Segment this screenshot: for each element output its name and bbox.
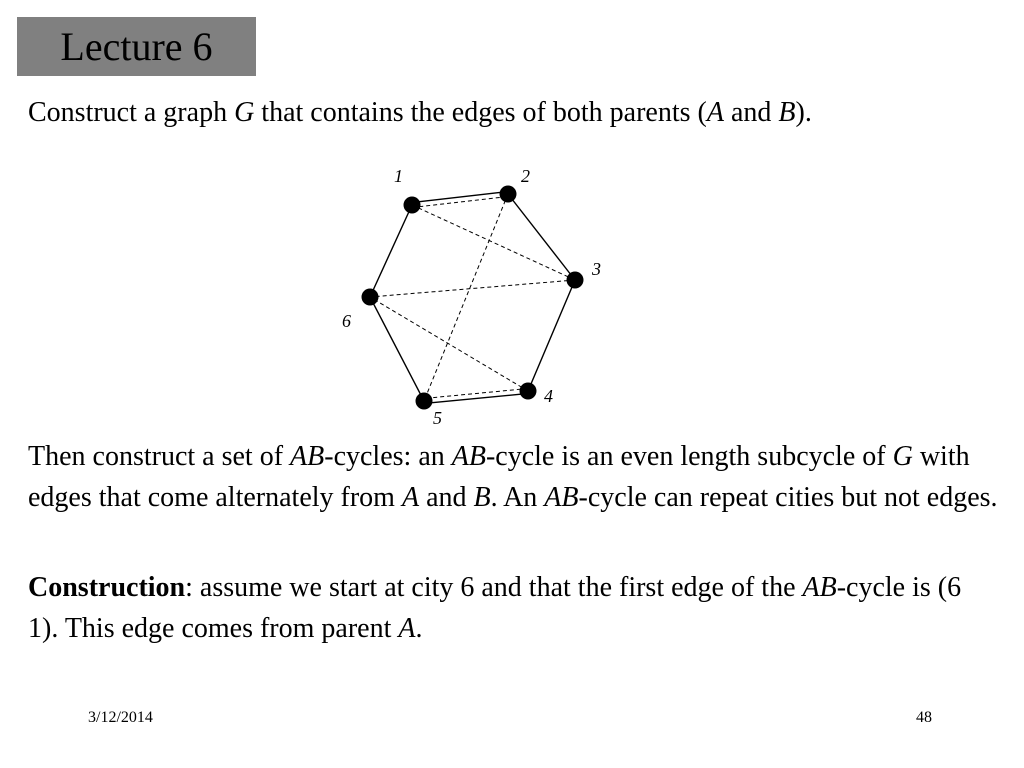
text: ). xyxy=(795,97,812,128)
solid-edge-6-1 xyxy=(370,205,412,297)
text: -cycle is (6 1). This edge comes from parent xyxy=(28,572,962,644)
graph-node-label-4: 4 xyxy=(544,386,553,406)
solid-edge-3-4 xyxy=(528,280,575,391)
graph-node-label-3: 3 xyxy=(592,259,601,279)
var-g: G xyxy=(892,441,913,472)
paragraph-construction xyxy=(28,567,998,649)
footer-page-number: 48 xyxy=(916,709,932,726)
var-ab: AB xyxy=(290,441,325,472)
graph-node-3 xyxy=(567,272,584,289)
solid-edge-2-3 xyxy=(508,194,575,280)
text: -cycle is an even length subcycle of xyxy=(485,441,893,472)
solid-edge-1-2 xyxy=(412,192,508,203)
text: -cycles: an xyxy=(324,441,452,472)
dashed-edge-3-6 xyxy=(370,280,575,297)
graph-node-2 xyxy=(500,186,517,203)
var-ab: AB xyxy=(544,482,579,513)
graph-node-label-2: 2 xyxy=(521,166,530,186)
dashed-edge-4-5 xyxy=(424,389,528,399)
var-b: B xyxy=(473,482,491,513)
paragraph-construct-graph xyxy=(28,92,998,133)
solid-edge-4-5 xyxy=(424,393,528,403)
text: -cycle can repeat cities but not edges. xyxy=(578,482,998,513)
graph-node-label-1: 1 xyxy=(394,166,403,186)
graph-node-label-6: 6 xyxy=(342,311,351,331)
graph-node-5 xyxy=(416,393,433,410)
text: Then construct a set of xyxy=(28,441,291,472)
paragraph-ab-cycles xyxy=(28,436,998,518)
graph-node-6 xyxy=(362,289,379,306)
var-a: A xyxy=(706,97,724,128)
text: . An xyxy=(490,482,545,513)
solid-edge-5-6 xyxy=(370,297,424,401)
dashed-edge-1-2 xyxy=(412,196,508,207)
text: that contains the edges of both parents ( xyxy=(254,97,707,128)
construction-heading: Construction xyxy=(28,572,186,603)
slide-title: Lecture 6 xyxy=(60,23,213,69)
text: and xyxy=(723,97,779,128)
var-a: A xyxy=(401,482,420,513)
var-ab: AB xyxy=(451,441,486,472)
graph-node-4 xyxy=(520,383,537,400)
dashed-edge-1-3 xyxy=(412,205,575,280)
slide-title-box xyxy=(17,17,256,76)
graph-node-label-5: 5 xyxy=(433,408,442,428)
text: and xyxy=(419,482,474,513)
text: . xyxy=(415,613,423,644)
text: with edges that come alternately from xyxy=(28,441,970,513)
graph-node-1 xyxy=(404,197,421,214)
dashed-edge-2-5 xyxy=(424,194,508,401)
var-b: B xyxy=(778,97,796,128)
text: Construct a graph xyxy=(28,97,235,128)
var-g: G xyxy=(234,97,255,128)
var-ab: AB xyxy=(802,572,837,603)
footer-date: 3/12/2014 xyxy=(88,709,153,726)
text: : assume we start at city 6 and that the first edge of the xyxy=(185,572,803,603)
graph-diagram xyxy=(330,160,620,430)
var-a: A xyxy=(398,613,416,644)
